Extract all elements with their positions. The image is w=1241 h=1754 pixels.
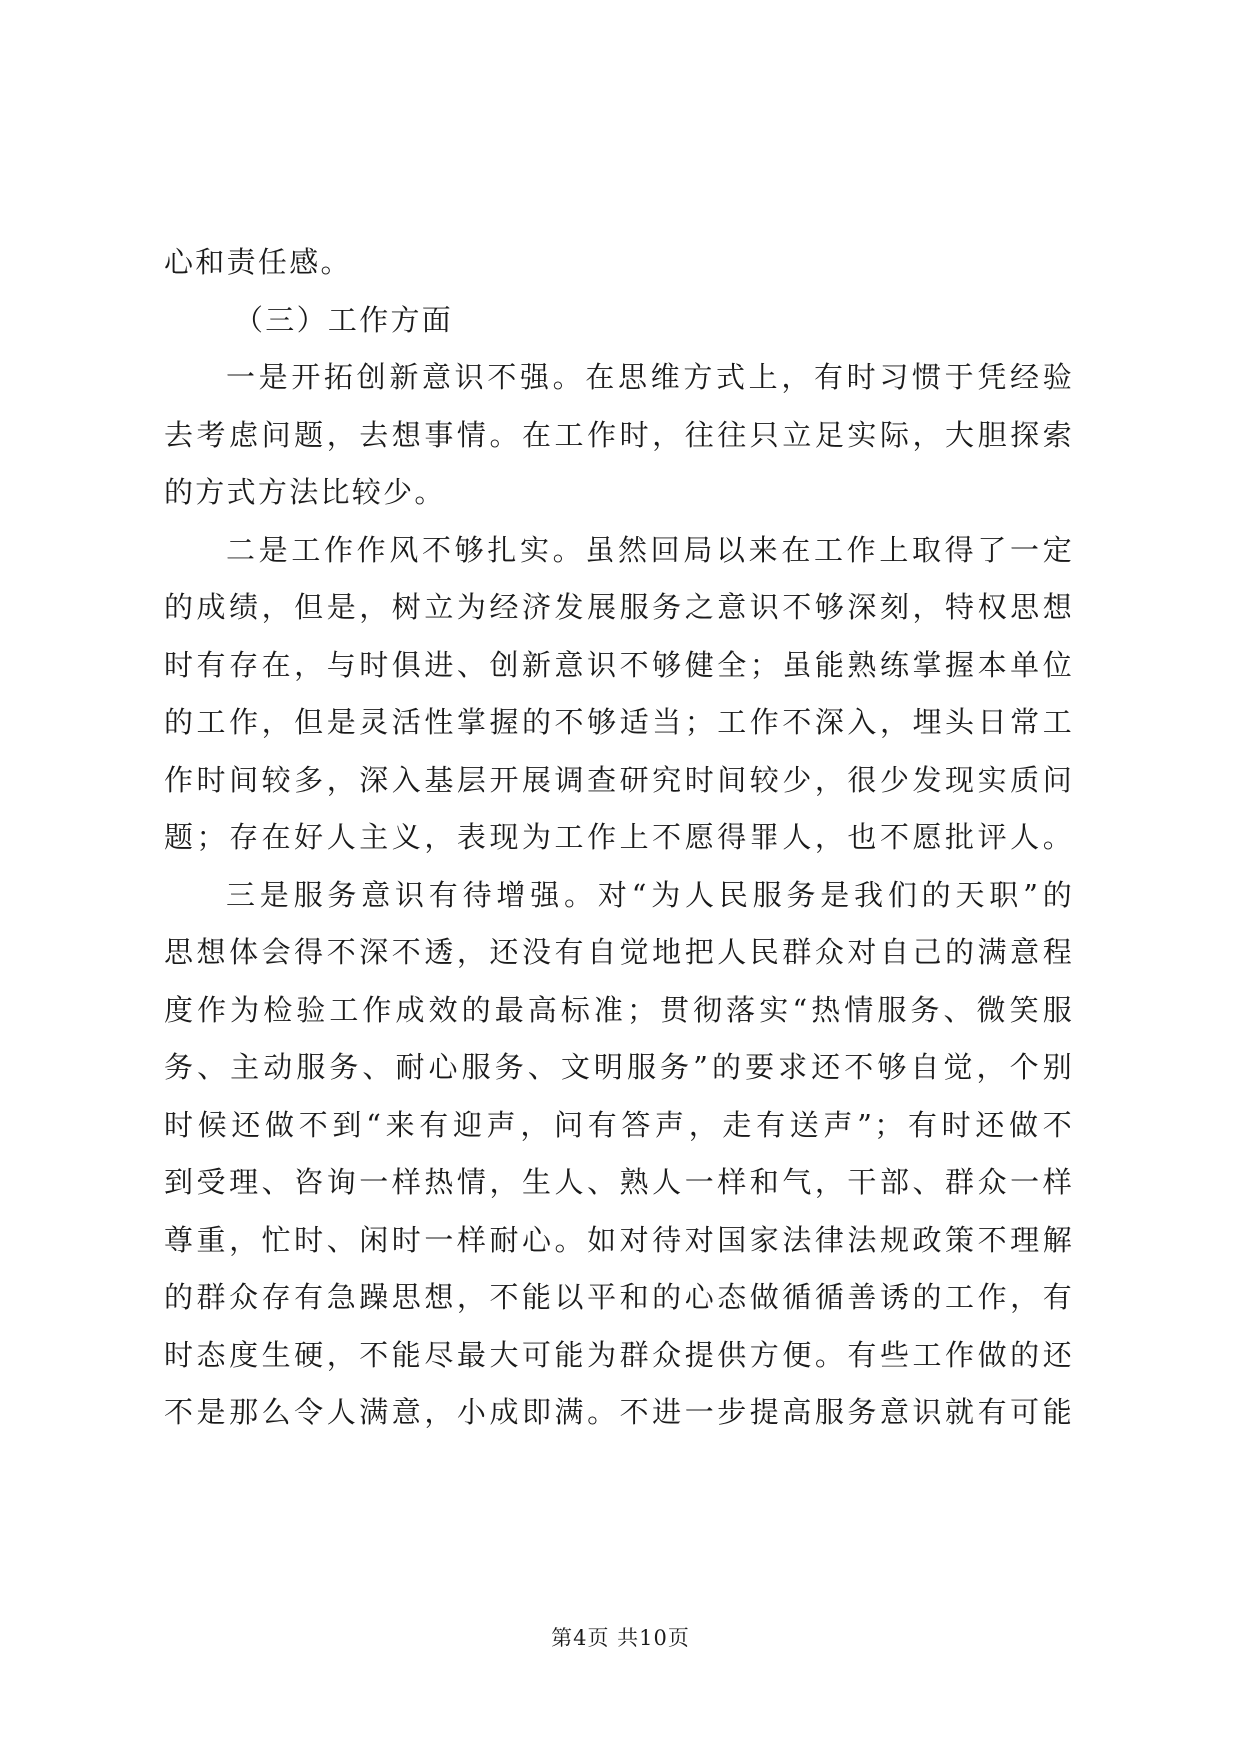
paragraph-line: 时态度生硬，不能尽最大可能为群众提供方便。有些工作做的还 [164,1337,1074,1372]
paragraph-line: 的方式方法比较少。 [164,475,446,509]
paragraph-line: 到受理、咨询一样热情，生人、熟人一样和气，干部、群众一样 [164,1165,1074,1199]
page-number-footer: 第4页 共10页 [551,1626,690,1650]
paragraph-line: 二是工作作风不够扎实。虽然回局以来在工作上取得了一定 [226,532,1074,567]
paragraph-line: 三是服务意识有待增强。对“为人民服务是我们的天职”的 [226,877,1074,912]
paragraph-line: 不是那么令人满意，小成即满。不进一步提高服务意识就有可能 [164,1395,1074,1429]
paragraph-line: 作时间较多，深入基层开展调查研究时间较少，很少发现实质问 [164,762,1074,797]
paragraph-line: 尊重，忙时、闲时一样耐心。如对待对国家法律法规政策不理解 [164,1222,1074,1257]
section-heading: （三）工作方面 [234,302,454,337]
paragraph-line: 的工作，但是灵活性掌握的不够适当；工作不深入，埋头日常工 [164,705,1074,739]
paragraph-line: 去考虑问题，去想事情。在工作时，往往只立足实际，大胆探索 [164,417,1074,452]
text-line: 心和责任感。 [164,245,352,279]
paragraph-line: 的成绩，但是，树立为经济发展服务之意识不够深刻，特权思想 [164,590,1074,624]
paragraph-line: 一是开拓创新意识不强。在思维方式上，有时习惯于凭经验 [226,360,1074,394]
paragraph-line: 度作为检验工作成效的最高标准；贯彻落实“热情服务、微笑服 [164,992,1074,1027]
paragraph-line: 务、主动服务、耐心服务、文明服务”的要求还不够自觉，个别 [164,1050,1074,1084]
paragraph-line: 题；存在好人主义，表现为工作上不愿得罪人，也不愿批评人。 [164,820,1074,854]
paragraph-line: 的群众存有急躁思想，不能以平和的心态做循循善诱的工作，有 [164,1280,1074,1314]
body-text [164,234,1074,1442]
paragraph-line: 时候还做不到“来有迎声，问有答声，走有送声”；有时还做不 [164,1107,1074,1142]
paragraph-line: 思想体会得不深不透，还没有自觉地把人民群众对自己的满意程 [164,935,1074,969]
paragraph-line: 时有存在，与时俱进、创新意识不够健全；虽能熟练掌握本单位 [164,647,1074,682]
